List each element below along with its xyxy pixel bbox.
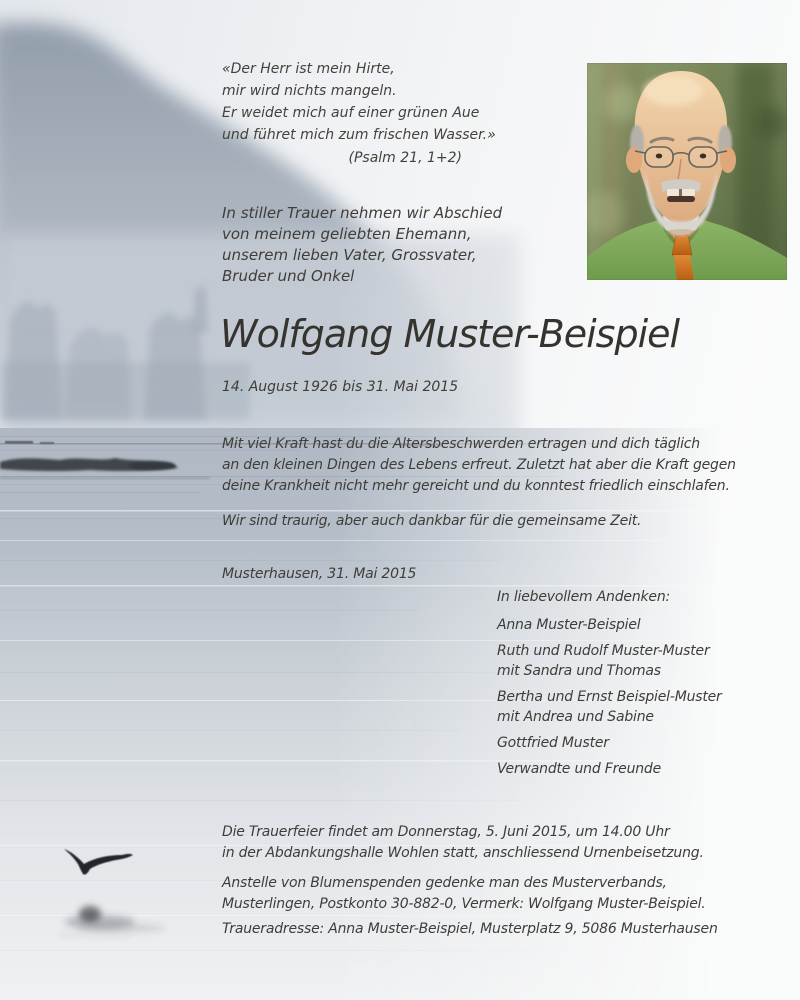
tribute-paragraph: Mit viel Kraft hast du die Altersbeschwerden ertragen und dich täglich an den kleinen Dingen des Lebens erfreut. Zuletzt hat aber die Kraft gegen deine Krankheit nicht mehr gereicht und du konntest friedlich einschlafen. bbox=[222, 436, 736, 494]
life-dates: 14. August 1926 bis 31. Mai 2015 bbox=[222, 379, 459, 395]
deceased-name: Wolfgang Muster-Beispiel bbox=[220, 312, 680, 356]
intro-text: In stiller Trauer nehmen wir Abschied von meinem geliebten Ehemann, unserem lieben Vater, Grossvater, Bruder und Onkel bbox=[222, 204, 503, 285]
quote-line: Er weidet mich auf einer grünen Aue bbox=[222, 105, 480, 121]
memoriam-heading: In liebevollem Andenken: bbox=[497, 589, 671, 605]
psalm-attribution: (Psalm 21, 1+2) bbox=[348, 150, 462, 166]
memoriam-entry: Anna Muster-Beispiel bbox=[497, 617, 641, 633]
quote-line: «Der Herr ist mein Hirte, bbox=[222, 61, 395, 77]
funeral-service-info: Die Trauerfeier findet am Donnerstag, 5. Juni 2015, um 14.00 Uhr in der Abdankungshalle Wohlen statt, anschliessend Urnenbeisetzung. bbox=[222, 824, 704, 861]
place-date-line: Musterhausen, 31. Mai 2015 bbox=[222, 566, 417, 582]
memoriam-section bbox=[497, 587, 722, 785]
quote-line: und führet mich zum frischen Wasser.» bbox=[222, 127, 496, 143]
mourning-address: Traueradresse: Anna Muster-Beispiel, Musterplatz 9, 5086 Musterhausen bbox=[222, 921, 718, 937]
gratitude-line: Wir sind traurig, aber auch dankbar für die gemeinsame Zeit. bbox=[222, 513, 642, 529]
psalm-quote bbox=[222, 58, 496, 169]
memoriam-entry: Bertha und Ernst Beispiel-Muster mit Andrea und Sabine bbox=[497, 689, 722, 725]
memoriam-entry: Gottfried Muster bbox=[497, 735, 609, 751]
memoriam-entry: Verwandte und Freunde bbox=[497, 761, 662, 777]
quote-line: mir wird nichts mangeln. bbox=[222, 83, 397, 99]
portrait-photo bbox=[587, 63, 787, 280]
donation-info: Anstelle von Blumenspenden gedenke man des Musterverbands, Musterlingen, Postkonto 30-882-0, Vermerk: Wolfgang Muster-Beispiel. bbox=[222, 875, 706, 912]
memoriam-entry: Ruth und Rudolf Muster-Muster mit Sandra und Thomas bbox=[497, 643, 710, 679]
